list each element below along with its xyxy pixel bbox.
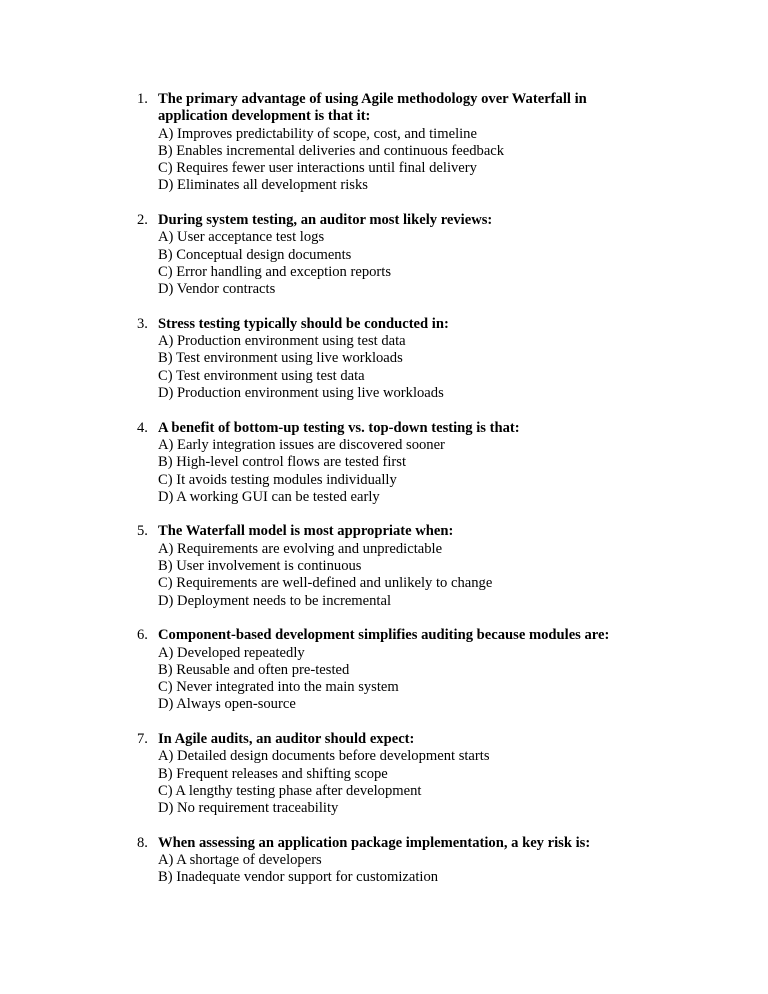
question-number: 8.	[137, 834, 148, 851]
answer-option: A) Detailed design documents before development starts	[158, 748, 490, 765]
answer-option: C) Requires fewer user interactions until final delivery	[158, 160, 477, 177]
question-2	[0, 212, 768, 298]
answer-option: A) A shortage of developers	[158, 852, 322, 869]
answer-option: C) Test environment using test data	[158, 367, 365, 384]
answer-option: B) Frequent releases and shifting scope	[158, 765, 388, 782]
question-number: 5.	[137, 523, 148, 540]
answer-option: B) Reusable and often pre-tested	[158, 661, 350, 678]
answer-option: D) Deployment needs to be incremental	[158, 592, 392, 609]
answer-option: B) Enables incremental deliveries and continuous feedback	[158, 142, 505, 159]
answer-option: A) Early integration issues are discovered sooner	[158, 436, 445, 453]
answer-option: A) Requirements are evolving and unpredictable	[158, 540, 443, 557]
answer-option: D) Eliminates all development risks	[158, 177, 368, 194]
answer-option: B) Test environment using live workloads	[158, 350, 403, 367]
question-number: 4.	[137, 419, 148, 436]
answer-option: B) Conceptual design documents	[158, 246, 352, 263]
question-4	[0, 420, 768, 506]
answer-option: A) Production environment using test data	[158, 333, 406, 350]
answer-option: C) A lengthy testing phase after development	[158, 782, 422, 799]
answer-option: A) User acceptance test logs	[158, 229, 325, 246]
question-stem: The primary advantage of using Agile methodology over Waterfall in application development is that it:	[158, 91, 587, 125]
answer-option: B) High-level control flows are tested first	[158, 454, 407, 471]
question-7	[0, 731, 768, 817]
answer-option: D) Vendor contracts	[158, 281, 276, 298]
answer-option: B) User involvement is continuous	[158, 558, 362, 575]
question-stem: In Agile audits, an auditor should expect:	[158, 730, 415, 747]
question-number: 7.	[137, 730, 148, 747]
answer-option: C) It avoids testing modules individually	[158, 471, 397, 488]
question-stem: When assessing an application package implementation, a key risk is:	[158, 834, 591, 851]
question-stem: Component-based development simplifies auditing because modules are:	[158, 627, 610, 644]
question-number: 1.	[137, 91, 148, 107]
question-3	[0, 316, 768, 402]
question-stem: Stress testing typically should be conducted in:	[158, 315, 449, 332]
question-number: 3.	[137, 315, 148, 332]
answer-option: B) Inadequate vendor support for customization	[158, 869, 439, 886]
question-list	[0, 91, 768, 904]
answer-option: C) Never integrated into the main system	[158, 679, 399, 696]
answer-option: D) No requirement traceability	[158, 800, 339, 817]
answer-option: C) Error handling and exception reports	[158, 263, 392, 280]
answer-option: D) A working GUI can be tested early	[158, 488, 380, 505]
answer-option: C) Requirements are well-defined and unlikely to change	[158, 575, 493, 592]
answer-option: A) Improves predictability of scope, cost, and timeline	[158, 125, 477, 142]
question-6	[0, 627, 768, 713]
question-stem: The Waterfall model is most appropriate when:	[158, 523, 454, 540]
question-stem: A benefit of bottom-up testing vs. top-down testing is that:	[158, 419, 520, 436]
question-number: 6.	[137, 627, 148, 644]
question-stem: During system testing, an auditor most likely reviews:	[158, 212, 493, 229]
answer-option: D) Production environment using live workloads	[158, 385, 444, 402]
answer-option: D) Always open-source	[158, 696, 296, 713]
question-1	[0, 91, 768, 195]
answer-option: A) Developed repeatedly	[158, 644, 305, 661]
question-number: 2.	[137, 212, 148, 229]
question-5	[0, 523, 768, 609]
question-8	[0, 835, 768, 887]
